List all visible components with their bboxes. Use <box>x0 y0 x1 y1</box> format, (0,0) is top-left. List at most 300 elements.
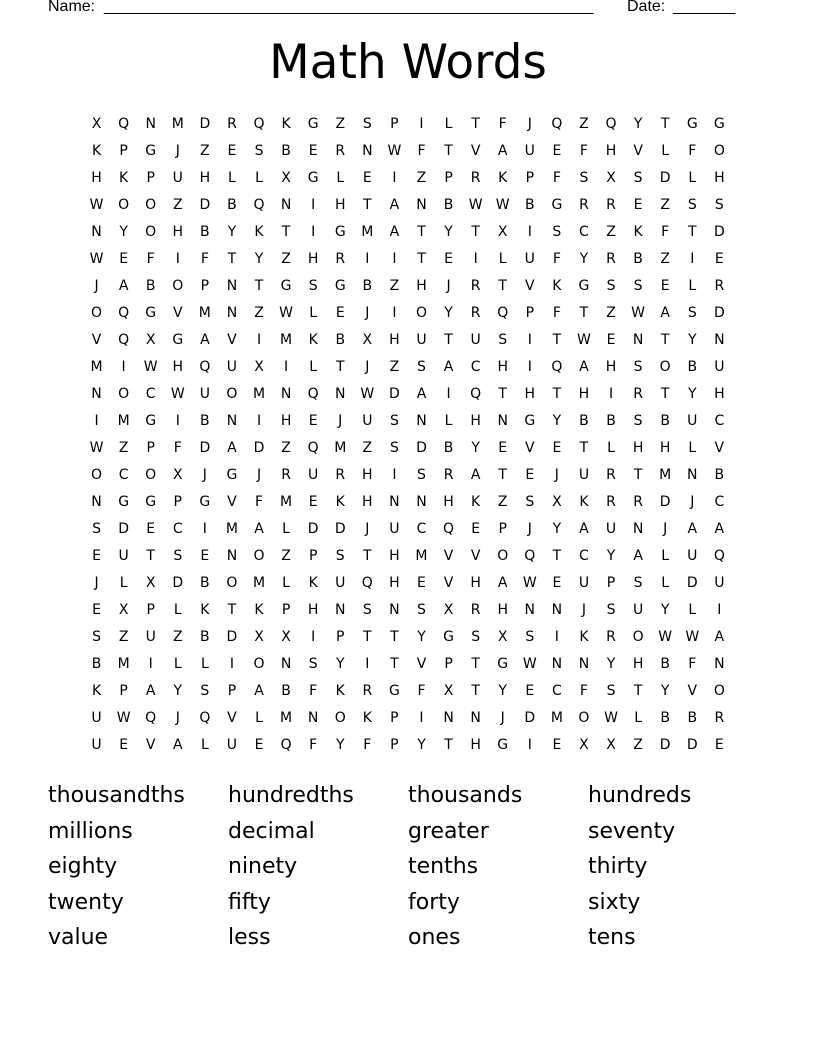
grid-letter[interactable]: E <box>92 548 101 564</box>
grid-letter[interactable]: D <box>253 440 265 456</box>
grid-letter[interactable]: P <box>146 440 155 456</box>
grid-letter[interactable]: D <box>199 116 211 132</box>
grid-letter[interactable]: D <box>118 521 129 537</box>
grid-letter[interactable]: L <box>444 116 453 132</box>
grid-letter[interactable]: A <box>497 575 508 591</box>
grid-letter[interactable]: L <box>228 170 236 186</box>
grid-letter[interactable]: E <box>552 575 562 591</box>
grid-letter[interactable]: M <box>550 710 563 726</box>
grid-letter[interactable]: W <box>522 575 537 591</box>
grid-letter[interactable]: Y <box>552 521 562 537</box>
grid-letter[interactable]: W <box>89 440 104 456</box>
grid-letter[interactable]: G <box>551 197 563 213</box>
grid-letter[interactable]: O <box>497 548 509 564</box>
grid-letter[interactable]: M <box>252 575 266 591</box>
grid-letter[interactable]: E <box>444 251 453 267</box>
grid-letter[interactable]: B <box>200 575 210 591</box>
grid-letter[interactable]: T <box>146 548 155 564</box>
grid-letter[interactable]: S <box>389 440 399 456</box>
grid-letter[interactable]: K <box>335 683 345 699</box>
grid-letter[interactable]: B <box>335 332 346 348</box>
grid-letter[interactable]: A <box>389 197 400 213</box>
grid-letter[interactable]: O <box>145 467 157 483</box>
grid-letter[interactable]: G <box>145 413 157 429</box>
grid-letter[interactable]: Q <box>713 548 725 564</box>
grid-letter[interactable]: I <box>365 656 370 672</box>
name-blank-line[interactable]: _______________________________________________________ <box>104 0 594 15</box>
grid-letter[interactable]: Z <box>172 629 183 645</box>
grid-letter[interactable]: E <box>417 575 426 591</box>
grid-letter[interactable]: P <box>525 170 535 186</box>
grid-letter[interactable]: E <box>714 737 724 753</box>
grid-letter[interactable]: K <box>471 494 481 510</box>
grid-letter[interactable]: T <box>552 386 562 402</box>
grid-letter[interactable]: R <box>606 629 616 645</box>
grid-letter[interactable]: B <box>579 413 589 429</box>
grid-letter[interactable]: I <box>608 386 614 402</box>
grid-letter[interactable]: H <box>362 467 373 483</box>
grid-letter[interactable]: S <box>606 683 616 699</box>
grid-letter[interactable]: F <box>309 737 318 753</box>
grid-letter[interactable]: E <box>146 521 156 537</box>
grid-letter[interactable]: P <box>525 305 535 321</box>
grid-letter[interactable]: A <box>200 332 210 348</box>
grid-letter[interactable]: E <box>471 521 481 537</box>
grid-letter[interactable]: S <box>200 683 210 699</box>
grid-letter[interactable]: Q <box>307 440 319 456</box>
grid-letter[interactable]: J <box>338 413 343 429</box>
grid-letter[interactable]: L <box>688 170 697 186</box>
grid-letter[interactable]: D <box>524 710 536 726</box>
grid-letter[interactable]: L <box>309 359 318 375</box>
grid-letter[interactable]: G <box>578 278 590 294</box>
grid-letter[interactable]: A <box>714 521 725 537</box>
grid-letter[interactable]: T <box>498 467 507 483</box>
grid-letter[interactable]: K <box>633 224 643 240</box>
grid-letter[interactable]: K <box>552 278 562 294</box>
grid-letter[interactable]: H <box>280 413 292 429</box>
grid-letter[interactable]: Y <box>335 656 345 672</box>
grid-letter[interactable]: S <box>633 278 643 294</box>
grid-letter[interactable]: Q <box>307 386 319 402</box>
grid-letter[interactable]: T <box>552 332 562 348</box>
grid-letter[interactable]: X <box>579 737 589 753</box>
grid-letter[interactable]: S <box>173 548 183 564</box>
grid-letter[interactable]: U <box>524 251 535 267</box>
grid-letter[interactable]: A <box>389 224 400 240</box>
grid-letter[interactable]: J <box>581 602 587 618</box>
grid-letter[interactable]: D <box>199 440 211 456</box>
grid-letter[interactable]: C <box>145 386 156 402</box>
grid-letter[interactable]: I <box>311 197 316 213</box>
grid-letter[interactable]: I <box>121 359 126 375</box>
grid-letter[interactable]: J <box>365 305 370 321</box>
grid-letter[interactable]: T <box>660 386 670 402</box>
grid-letter[interactable]: R <box>335 251 346 267</box>
grid-letter[interactable]: Q <box>551 116 563 132</box>
grid-letter[interactable]: I <box>527 332 532 348</box>
grid-letter[interactable]: L <box>282 575 290 591</box>
grid-letter[interactable]: A <box>579 359 589 375</box>
grid-letter[interactable]: F <box>417 143 426 159</box>
grid-letter[interactable]: U <box>335 575 346 591</box>
grid-letter[interactable]: N <box>416 197 427 213</box>
grid-letter[interactable]: P <box>227 683 237 699</box>
grid-letter[interactable]: J <box>690 494 695 510</box>
grid-letter[interactable]: U <box>118 548 129 564</box>
grid-letter[interactable]: U <box>605 521 617 537</box>
grid-letter[interactable]: G <box>226 467 238 483</box>
grid-letter[interactable]: S <box>687 305 697 321</box>
grid-letter[interactable]: S <box>633 170 643 186</box>
grid-letter[interactable]: K <box>579 494 589 510</box>
grid-letter[interactable]: R <box>633 494 643 510</box>
grid-letter[interactable]: I <box>229 656 234 672</box>
grid-letter[interactable]: V <box>227 332 237 348</box>
grid-letter[interactable]: E <box>660 278 670 294</box>
grid-letter[interactable]: U <box>632 602 644 618</box>
grid-letter[interactable]: T <box>444 143 453 159</box>
grid-letter[interactable]: O <box>659 359 671 375</box>
grid-letter[interactable]: P <box>336 629 345 645</box>
grid-letter[interactable]: S <box>525 494 535 510</box>
grid-letter[interactable]: T <box>552 548 562 564</box>
grid-letter[interactable]: A <box>497 143 508 159</box>
grid-letter[interactable]: X <box>362 332 373 348</box>
grid-letter[interactable]: H <box>334 197 346 213</box>
grid-letter[interactable]: F <box>579 683 588 699</box>
grid-letter[interactable]: X <box>281 170 291 186</box>
grid-letter[interactable]: D <box>172 575 184 591</box>
grid-letter[interactable]: Z <box>579 116 589 132</box>
grid-letter[interactable]: K <box>281 116 291 132</box>
grid-letter[interactable]: V <box>633 143 643 159</box>
grid-letter[interactable]: L <box>498 251 507 267</box>
grid-letter[interactable]: L <box>688 602 697 618</box>
grid-letter[interactable]: E <box>92 602 101 618</box>
grid-letter[interactable]: K <box>362 710 372 726</box>
grid-letter[interactable]: J <box>175 710 180 726</box>
grid-letter[interactable]: D <box>334 521 346 537</box>
grid-letter[interactable]: I <box>392 170 397 186</box>
grid-letter[interactable]: H <box>389 332 400 348</box>
grid-letter[interactable]: A <box>443 359 454 375</box>
grid-letter[interactable]: C <box>416 521 427 537</box>
grid-letter[interactable]: S <box>335 548 345 564</box>
grid-letter[interactable]: N <box>632 332 644 348</box>
grid-letter[interactable]: N <box>145 116 156 132</box>
grid-letter[interactable]: P <box>173 494 182 510</box>
grid-letter[interactable]: P <box>200 278 210 294</box>
grid-letter[interactable]: L <box>688 440 697 456</box>
grid-letter[interactable]: X <box>254 629 264 645</box>
grid-letter[interactable]: B <box>443 197 454 213</box>
grid-letter[interactable]: Z <box>335 116 346 132</box>
grid-letter[interactable]: T <box>660 332 670 348</box>
grid-letter[interactable]: T <box>363 548 372 564</box>
grid-letter[interactable]: U <box>199 386 210 402</box>
grid-letter[interactable]: N <box>497 413 508 429</box>
grid-letter[interactable]: Z <box>606 305 616 321</box>
grid-letter[interactable]: S <box>714 197 724 213</box>
grid-letter[interactable]: Z <box>416 170 427 186</box>
grid-letter[interactable]: T <box>281 224 291 240</box>
grid-letter[interactable]: G <box>145 143 157 159</box>
grid-letter[interactable]: O <box>253 548 265 564</box>
grid-letter[interactable]: W <box>577 332 591 348</box>
grid-letter[interactable]: I <box>446 386 451 402</box>
grid-letter[interactable]: B <box>633 251 643 267</box>
grid-letter[interactable]: S <box>633 413 643 429</box>
grid-letter[interactable]: N <box>307 710 319 726</box>
grid-letter[interactable]: O <box>415 305 427 321</box>
grid-letter[interactable]: Z <box>118 440 129 456</box>
grid-letter[interactable]: Y <box>606 656 616 672</box>
grid-letter[interactable]: T <box>363 197 372 213</box>
grid-letter[interactable]: M <box>171 116 184 132</box>
grid-letter[interactable]: M <box>280 332 293 348</box>
grid-letter[interactable]: Q <box>118 332 130 348</box>
grid-letter[interactable]: G <box>388 683 400 699</box>
grid-letter[interactable]: W <box>89 197 104 213</box>
grid-letter[interactable]: Q <box>118 116 130 132</box>
grid-letter[interactable]: B <box>606 413 616 429</box>
grid-letter[interactable]: N <box>551 656 563 672</box>
grid-letter[interactable]: T <box>579 440 589 456</box>
grid-letter[interactable]: E <box>254 737 264 753</box>
grid-letter[interactable]: F <box>688 143 697 159</box>
grid-letter[interactable]: I <box>365 251 370 267</box>
grid-letter[interactable]: H <box>497 359 508 375</box>
grid-letter[interactable]: T <box>579 305 589 321</box>
grid-letter[interactable]: H <box>172 224 184 240</box>
grid-letter[interactable]: D <box>713 305 725 321</box>
grid-letter[interactable]: S <box>552 224 562 240</box>
grid-letter[interactable]: G <box>172 332 184 348</box>
grid-letter[interactable]: T <box>471 116 480 132</box>
grid-letter[interactable]: V <box>687 683 698 699</box>
grid-letter[interactable]: C <box>118 467 129 483</box>
grid-letter[interactable]: T <box>687 224 697 240</box>
grid-letter[interactable]: V <box>416 656 427 672</box>
grid-letter[interactable]: H <box>416 278 427 294</box>
grid-letter[interactable]: R <box>606 494 616 510</box>
grid-letter[interactable]: U <box>714 359 725 375</box>
grid-letter[interactable]: W <box>387 143 402 159</box>
grid-letter[interactable]: O <box>253 656 265 672</box>
grid-letter[interactable]: Z <box>254 305 264 321</box>
grid-letter[interactable]: R <box>227 116 237 132</box>
grid-letter[interactable]: U <box>362 413 373 429</box>
grid-letter[interactable]: P <box>119 143 128 159</box>
grid-letter[interactable]: L <box>336 170 345 186</box>
grid-letter[interactable]: O <box>334 710 346 726</box>
grid-letter[interactable]: H <box>524 386 536 402</box>
grid-letter[interactable]: Q <box>199 359 211 375</box>
grid-letter[interactable]: B <box>91 656 102 672</box>
grid-letter[interactable]: X <box>145 332 156 348</box>
grid-letter[interactable]: C <box>551 683 562 699</box>
grid-letter[interactable]: Y <box>119 224 128 240</box>
grid-letter[interactable]: L <box>661 143 670 159</box>
grid-letter[interactable]: H <box>443 494 454 510</box>
grid-letter[interactable]: L <box>200 656 209 672</box>
grid-letter[interactable]: I <box>554 629 559 645</box>
grid-letter[interactable]: H <box>632 656 644 672</box>
grid-letter[interactable]: S <box>92 521 101 537</box>
grid-letter[interactable]: D <box>686 575 698 591</box>
grid-letter[interactable]: N <box>389 602 400 618</box>
grid-letter[interactable]: K <box>308 332 318 348</box>
grid-letter[interactable]: J <box>175 143 180 159</box>
grid-letter[interactable]: H <box>362 494 373 510</box>
grid-letter[interactable]: S <box>389 413 399 429</box>
grid-letter[interactable]: K <box>254 224 264 240</box>
grid-letter[interactable]: I <box>148 656 153 672</box>
grid-letter[interactable]: A <box>227 440 237 456</box>
grid-letter[interactable]: J <box>527 521 532 537</box>
grid-letter[interactable]: U <box>172 170 183 186</box>
grid-letter[interactable]: D <box>226 629 238 645</box>
grid-letter[interactable]: W <box>522 656 537 672</box>
grid-letter[interactable]: T <box>633 467 643 483</box>
grid-letter[interactable]: N <box>91 224 102 240</box>
grid-letter[interactable]: G <box>145 305 157 321</box>
grid-letter[interactable]: T <box>390 629 399 645</box>
grid-letter[interactable]: J <box>446 278 451 294</box>
grid-letter[interactable]: S <box>606 278 616 294</box>
grid-letter[interactable]: G <box>307 116 319 132</box>
grid-letter[interactable]: Y <box>660 683 670 699</box>
grid-letter[interactable]: E <box>119 737 129 753</box>
grid-letter[interactable]: Z <box>389 359 400 375</box>
grid-letter[interactable]: L <box>661 575 670 591</box>
grid-letter[interactable]: L <box>309 305 318 321</box>
grid-letter[interactable]: A <box>254 521 264 537</box>
grid-letter[interactable]: R <box>281 467 291 483</box>
grid-letter[interactable]: M <box>280 710 293 726</box>
grid-letter[interactable]: Y <box>687 386 697 402</box>
grid-letter[interactable]: J <box>365 359 370 375</box>
grid-letter[interactable]: R <box>714 278 725 294</box>
grid-letter[interactable]: E <box>362 170 372 186</box>
grid-letter[interactable]: X <box>91 116 102 132</box>
grid-letter[interactable]: Z <box>281 251 291 267</box>
grid-letter[interactable]: R <box>443 467 454 483</box>
grid-letter[interactable]: Z <box>497 494 508 510</box>
grid-letter[interactable]: J <box>94 575 99 591</box>
grid-letter[interactable]: O <box>713 683 725 699</box>
grid-letter[interactable]: B <box>281 143 291 159</box>
grid-letter[interactable]: I <box>256 413 262 429</box>
grid-letter[interactable]: L <box>255 170 263 186</box>
grid-letter[interactable]: N <box>91 494 102 510</box>
grid-letter[interactable]: Z <box>660 251 670 267</box>
grid-letter[interactable]: Q <box>551 359 563 375</box>
grid-letter[interactable]: A <box>633 548 643 564</box>
grid-letter[interactable]: S <box>417 359 426 375</box>
grid-letter[interactable]: W <box>279 305 293 321</box>
grid-letter[interactable]: H <box>389 548 400 564</box>
grid-letter[interactable]: O <box>226 386 238 402</box>
grid-letter[interactable]: I <box>527 359 532 375</box>
grid-letter[interactable]: U <box>578 467 590 483</box>
grid-letter[interactable]: J <box>202 467 207 483</box>
grid-letter[interactable]: W <box>468 197 483 213</box>
grid-letter[interactable]: B <box>200 413 210 429</box>
grid-letter[interactable]: Q <box>470 386 482 402</box>
grid-letter[interactable]: F <box>579 143 588 159</box>
grid-letter[interactable]: T <box>633 683 643 699</box>
grid-letter[interactable]: L <box>282 521 290 537</box>
grid-letter[interactable]: C <box>714 413 725 429</box>
grid-letter[interactable]: M <box>225 521 238 537</box>
grid-letter[interactable]: R <box>714 710 725 726</box>
grid-letter[interactable]: V <box>470 143 481 159</box>
grid-letter[interactable]: O <box>118 386 130 402</box>
grid-letter[interactable]: R <box>335 143 346 159</box>
grid-letter[interactable]: F <box>417 683 426 699</box>
grid-letter[interactable]: R <box>606 467 616 483</box>
grid-letter[interactable]: W <box>116 710 131 726</box>
grid-letter[interactable]: T <box>363 629 372 645</box>
grid-letter[interactable]: S <box>633 575 643 591</box>
grid-letter[interactable]: L <box>634 710 642 726</box>
grid-letter[interactable]: U <box>226 737 238 753</box>
grid-letter[interactable]: P <box>498 521 507 537</box>
grid-letter[interactable]: C <box>714 494 725 510</box>
grid-letter[interactable]: R <box>579 197 589 213</box>
grid-letter[interactable]: B <box>524 197 535 213</box>
grid-letter[interactable]: X <box>172 467 183 483</box>
grid-letter[interactable]: L <box>255 710 263 726</box>
grid-letter[interactable]: J <box>527 116 532 132</box>
grid-letter[interactable]: E <box>200 548 210 564</box>
grid-letter[interactable]: T <box>660 116 670 132</box>
grid-letter[interactable]: S <box>687 197 697 213</box>
grid-letter[interactable]: U <box>91 737 102 753</box>
grid-letter[interactable]: M <box>280 494 293 510</box>
grid-letter[interactable]: N <box>226 278 238 294</box>
grid-letter[interactable]: I <box>94 413 99 429</box>
grid-letter[interactable]: J <box>554 467 559 483</box>
grid-letter[interactable]: N <box>91 386 102 402</box>
grid-letter[interactable]: S <box>606 602 616 618</box>
grid-letter[interactable]: T <box>498 278 507 294</box>
grid-letter[interactable]: W <box>658 629 673 645</box>
grid-letter[interactable]: I <box>311 224 316 240</box>
grid-letter[interactable]: S <box>362 116 372 132</box>
grid-letter[interactable]: Q <box>145 710 157 726</box>
grid-letter[interactable]: Z <box>200 143 210 159</box>
grid-letter[interactable]: T <box>417 224 426 240</box>
grid-letter[interactable]: A <box>470 467 481 483</box>
grid-letter[interactable]: E <box>335 305 345 321</box>
grid-letter[interactable]: E <box>119 251 129 267</box>
grid-letter[interactable]: P <box>146 170 155 186</box>
grid-letter[interactable]: G <box>524 413 536 429</box>
grid-letter[interactable]: E <box>498 440 508 456</box>
grid-letter[interactable]: E <box>714 251 724 267</box>
grid-letter[interactable]: B <box>660 656 670 672</box>
grid-letter[interactable]: U <box>226 359 238 375</box>
grid-letter[interactable]: D <box>686 737 698 753</box>
grid-letter[interactable]: Y <box>552 413 562 429</box>
grid-letter[interactable]: L <box>444 413 453 429</box>
grid-letter[interactable]: N <box>416 494 427 510</box>
grid-letter[interactable]: H <box>659 440 671 456</box>
grid-letter[interactable]: S <box>92 629 101 645</box>
